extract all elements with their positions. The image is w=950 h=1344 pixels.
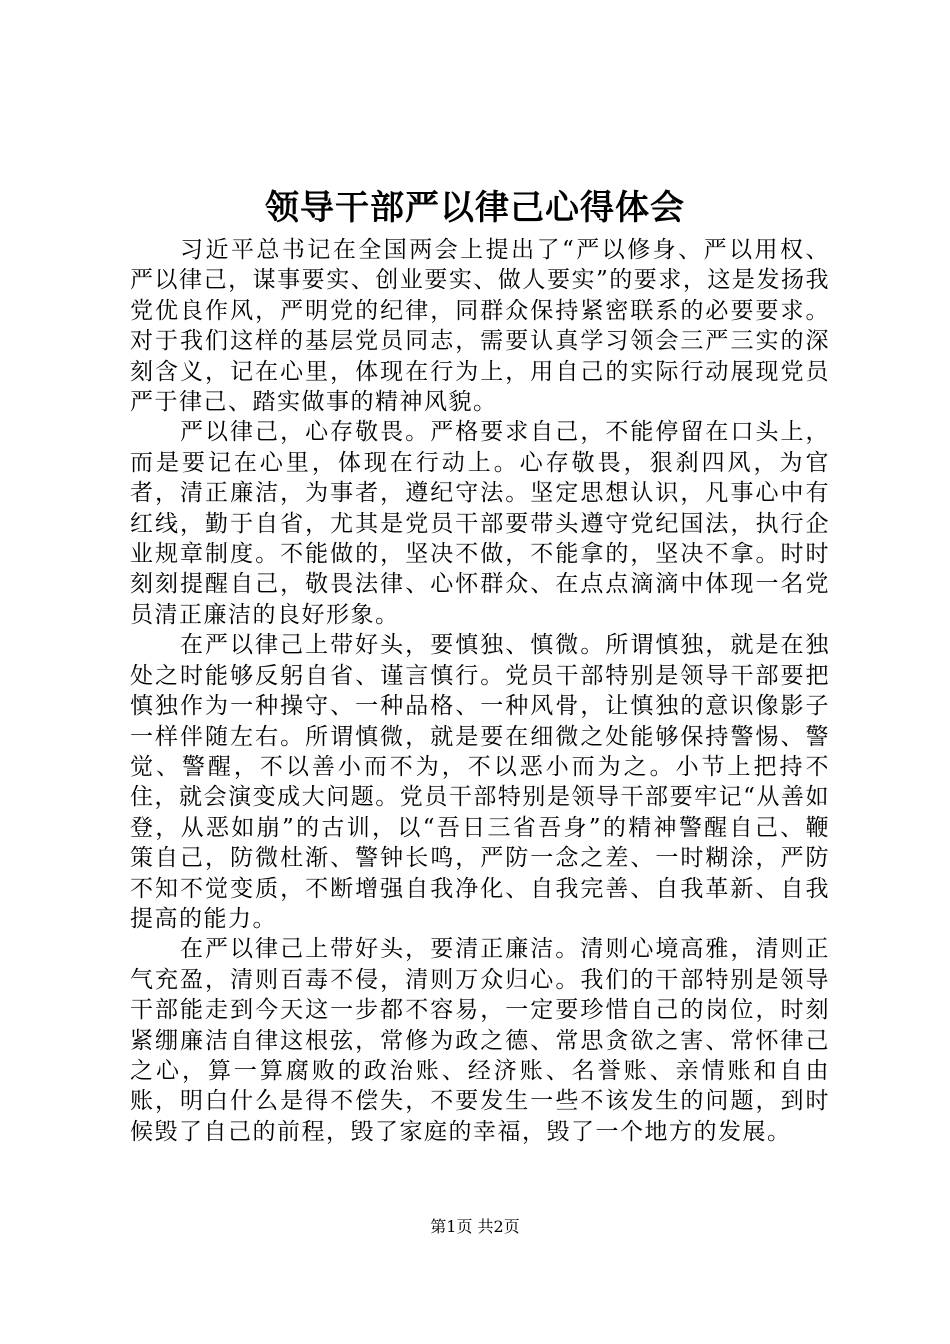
paragraph-4: 在严以律己上带好头，要清正廉洁。清则心境高雅，清则正气充盈，清则百毒不侵，清则万众归心。我们的干部特别是领导干部能走到今天这一步都不容易，一定要珍惜自己的岗位，时刻紧绷廉洁自律这根弦，常修为政之德、常思贪欲之害、常怀律己之心，算一算腐败的政治账、经济账、名誉账、亲情账和自由账，明白什么是得不偿失，不要发生一些不该发生的问题，到时候毁了自己的前程，毁了家庭的幸福，毁了一个地方的发展。 xyxy=(130,936,830,1145)
document-title: 领导干部严以律己心得体会 xyxy=(265,188,685,228)
paragraph-3: 在严以律己上带好头，要慎独、慎微。所谓慎独，就是在独处之时能够反躬自省、谨言慎行。党员干部特别是领导干部要把慎独作为一种操守、一种品格、一种风骨，让慎独的意识像影子一样伴随左右。所谓慎微，就是要在细微之处能够保持警惕、警觉、警醒，不以善小而不为，不以恶小而为之。小节上把持不住，就会演变成大问题。党员干部特别是领导干部要牢记“从善如登，从恶如崩”的古训，以“吾日三省吾身”的精神警醒自己、鞭策自己，防微杜渐、警钟长鸣，严防一念之差、一时糊涂，严防不知不觉变质，不断增强自我净化、自我完善、自我革新、自我提高的能力。 xyxy=(130,632,830,932)
document-body xyxy=(130,235,830,1147)
page-number-footer: 第1页 共2页 xyxy=(430,1217,520,1236)
paragraph-2: 严以律己，心存敬畏。严格要求自己，不能停留在口头上，而是要记在心里，体现在行动上。心存敬畏，狠刹四风，为官者，清正廉洁，为事者，遵纪守法。坚定思想认识，凡事心中有红线，勤于自省，尤其是党员干部要带头遵守党纪国法，执行企业规章制度。不能做的，坚决不做，不能拿的，坚决不拿。时时刻刻提醒自己，敬畏法律、心怀群众、在点点滴滴中体现一名党员清正廉洁的良好形象。 xyxy=(130,419,830,628)
paragraph-1: 习近平总书记在全国两会上提出了“严以修身、严以用权、严以律己，谋事要实、创业要实、做人要实”的要求，这是发扬我党优良作风，严明党的纪律，同群众保持紧密联系的必要要求。对于我们这样的基层党员同志，需要认真学习领会三严三实的深刻含义，记在心里，体现在行为上，用自己的实际行动展现党员严于律己、踏实做事的精神风貌。 xyxy=(130,237,830,416)
